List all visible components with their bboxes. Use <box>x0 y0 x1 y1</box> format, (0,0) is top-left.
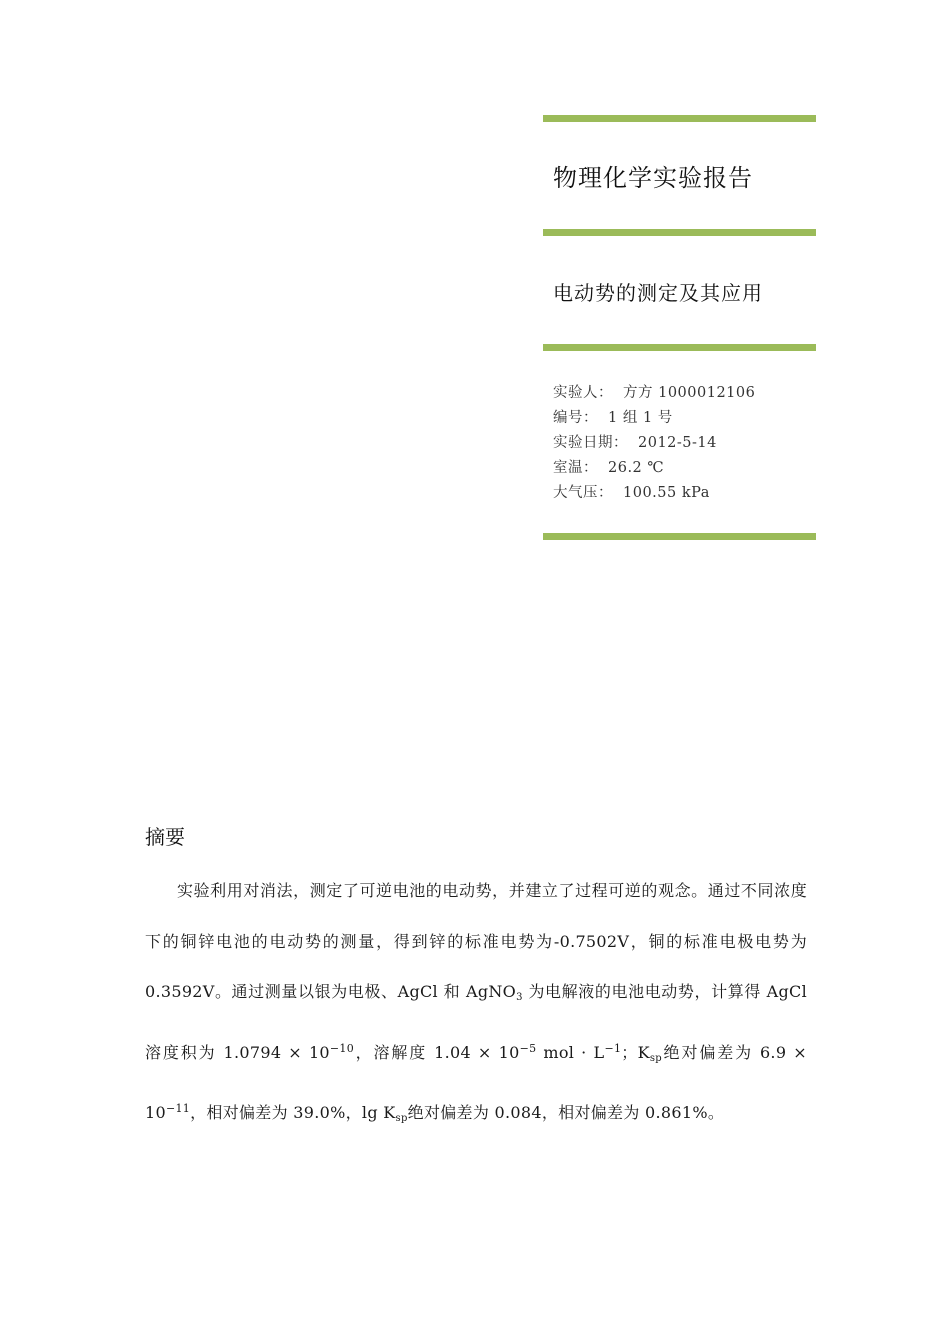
report-subtitle: 电动势的测定及其应用 <box>553 281 763 305</box>
abstract-superscript: −10 <box>329 1041 355 1055</box>
abstract-superscript: −1 <box>604 1041 622 1055</box>
abstract-heading: 摘要 <box>145 825 185 849</box>
abstract-subscript: 3 <box>516 992 523 1003</box>
meta-label: 编号： <box>553 410 598 426</box>
abstract-text: 绝对偏差为 0.084，相对偏差为 0.861%。 <box>407 1103 725 1122</box>
meta-label: 大气压： <box>553 485 613 501</box>
meta-value: 方方 1000012106 <box>623 385 756 401</box>
abstract-text: mol · L <box>536 1042 605 1062</box>
abstract-subscript: sp <box>649 1052 662 1064</box>
abstract-text: 绝对偏差为 6.9 × 10 <box>145 1042 807 1122</box>
top-rule <box>543 115 816 122</box>
meta-value: 26.2 ℃ <box>608 460 665 476</box>
abstract-text: ，相对偏差为 39.0%，lg K <box>190 1103 396 1122</box>
report-title: 物理化学实验报告 <box>553 164 753 192</box>
meta-room-temperature <box>553 456 815 481</box>
abstract-paragraph <box>145 866 807 1145</box>
meta-value: 1 组 1 号 <box>608 410 673 426</box>
meta-label: 实验日期： <box>553 435 628 451</box>
meta-date <box>553 431 815 456</box>
abstract-subscript: sp <box>395 1113 408 1124</box>
abstract-body <box>145 866 807 1145</box>
meta-experimenter <box>553 381 815 406</box>
abstract-superscript: −5 <box>519 1041 537 1055</box>
abstract-superscript: −11 <box>165 1102 191 1115</box>
meta-value: 2012-5-14 <box>638 435 717 451</box>
abstract-text: ，溶解度 1.04 × 10 <box>354 1042 520 1062</box>
meta-pressure <box>553 481 815 506</box>
abstract-text: 为电解液的电池电动势，计算得 AgCl 溶度积为 1.0794 × 10 <box>145 982 807 1062</box>
report-meta <box>553 381 815 506</box>
subtitle-rule <box>543 344 816 351</box>
meta-number <box>553 406 815 431</box>
title-rule <box>543 229 816 236</box>
abstract-text: 实验利用对消法，测定了可逆电池的电动势，并建立了过程可逆的观念。通过不同浓度下的铜锌电池的电动势的测量，得到锌的标准电势为-0.7502V，铜的标准电极电势为 0.3592V。通过测量以银为电极、AgCl 和 AgNO <box>145 881 807 1001</box>
meta-label: 室温： <box>553 460 598 476</box>
abstract-text: ；K <box>621 1042 650 1062</box>
meta-label: 实验人： <box>553 385 613 401</box>
meta-value: 100.55 kPa <box>623 485 710 501</box>
bottom-rule <box>543 533 816 540</box>
